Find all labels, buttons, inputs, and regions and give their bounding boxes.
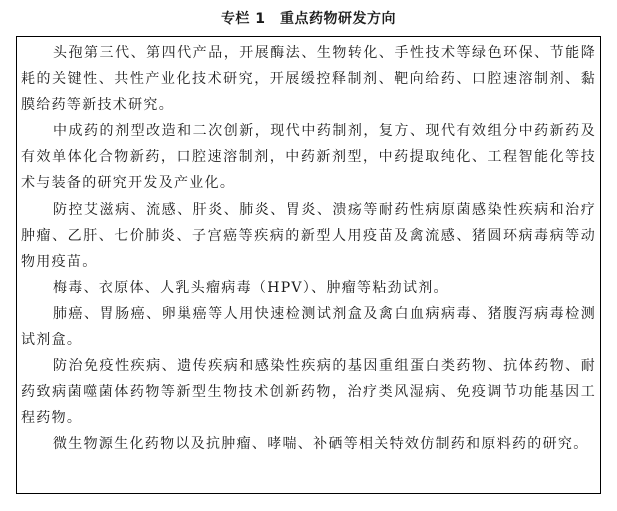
paragraph-chinese-medicine: 中成药的剂型改造和二次创新，现代中药制剂，复方、现代有效组分中药新药及有效单体化合物新药，口腔速溶制剂，中药新剂型，中药提取纯化、工程智能化等技术与装备的研究开发及产业化。 bbox=[21, 123, 596, 192]
paragraph-biochemical-drugs: 微生物源生化药物以及抗肿瘤、哮喘、补硒等相关特效仿制药和原料药的研究。 bbox=[53, 436, 589, 453]
paragraph-vaccines: 防控艾滋病、流感、肝炎、肺炎、胃炎、溃疡等耐药性病原菌感染性疾病和治疗肿瘤、乙肝、七价肺炎、子宫癌等疾病的新型人用疫苗及禽流感、猪圆环病毒病等动物用疫苗。 bbox=[21, 201, 596, 270]
box-title: 专栏 1 重点药物研发方向 bbox=[220, 11, 397, 27]
paragraph-cephalosporin: 头孢第三代、第四代产品，开展酶法、生物转化、手性技术等绿色环保、节能降耗的关键性、共性产业化技术研究，开展缓控释制剂、靶向给药、口腔速溶制剂、黏膜给药等新技术研究。 bbox=[21, 45, 596, 114]
paragraph-biotech-drugs: 防治免疫性疾病、遗传疾病和感染性疾病的基因重组蛋白类药物、抗体药物、耐药致病菌噬菌体药物等新型生物技术创新药物，治疗类风湿病、免疫调节功能基因工程药物。 bbox=[21, 358, 596, 427]
content-box bbox=[16, 36, 601, 494]
paragraph-reagents: 梅毒、衣原体、人乳头瘤病毒（HPV）、肿瘤等粘劲试剂。 bbox=[53, 279, 449, 296]
paragraph-test-kits: 肺癌、胃肠癌、卵巢癌等人用快速检测试剂盒及禽白血病病毒、猪腹泻病毒检测试剂盒。 bbox=[21, 305, 596, 349]
